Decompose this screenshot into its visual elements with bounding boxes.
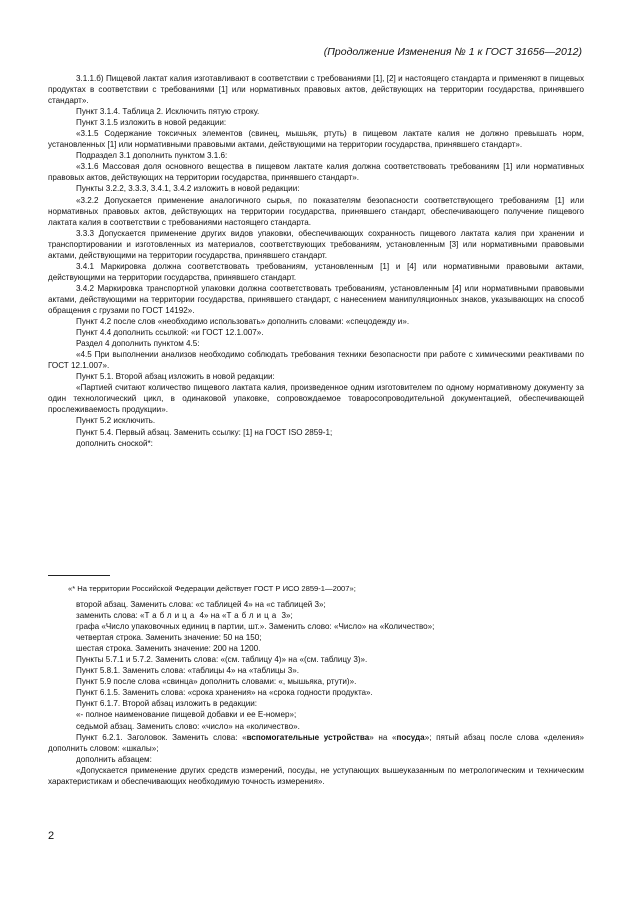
footnote-divider [48, 575, 110, 576]
footnote-text: «* На территории Российской Федерации действует ГОСТ Р ИСО 2859-1—2007»; [68, 584, 356, 593]
continued-text [48, 599, 584, 787]
paragraph [48, 732, 584, 754]
paragraph: «3.1.5 Содержание токсичных элементов (свинец, мышьяк, ртуть) в пищевом лактате калия не должно превышать норм, установленных [1] или нормативными правовыми актами, действующими на территории государства, принявшего стандарт». [48, 129, 584, 150]
text-run: заменить слова: « [76, 611, 145, 621]
paragraph: 3.4.2 Маркировка транспортной упаковки должна соответствовать требованиям, установленным [4] или нормативными правовыми актами, действующими на территории государства, принявшего стандарт, с нанесением манипуляционных знаков, указывающих на способ обращения с грузами по ГОСТ 14192». [48, 283, 584, 315]
text-run: 3»; [279, 611, 293, 621]
paragraph: Раздел 4 дополнить пунктом 4.5: [76, 339, 200, 349]
paragraph: второй абзац. Заменить слова: «с таблицей 4» на «с таблицей 3»; [76, 600, 326, 609]
paragraph: «3.1.6 Массовая доля основного вещества в пищевом лактате калия должна соответствовать требованиям [1] или нормативных правовых актов, действующих на территории государства, принявшего стандарт». [48, 162, 584, 183]
paragraph: 3.1.1.б) Пищевой лактат калия изготавливают в соответствии с требованиями [1], [2] и настоящего стандарта и применяют в пищевых продуктах в соответствии с требованиями [1] или нормативных правовых актов, действующих на территории государства, принявшего стандарт». [48, 74, 584, 106]
paragraph: Пункт 6.1.5. Заменить слова: «срока хранения» на «срока годности продукта». [76, 688, 373, 698]
paragraph: Пункты 3.2.2, 3.3.3, 3.4.1, 3.4.2 изложить в новой редакции: [76, 184, 300, 194]
paragraph: «Допускается применение других средств измерений, посуды, не уступающих вышеуказанным по метрологическим и техническим характеристикам и обеспечивающих необходимую точность измерения». [48, 765, 584, 786]
paragraph: Пункт 3.1.4. Таблица 2. Исключить пятую строку. [76, 107, 260, 117]
main-text [48, 73, 584, 449]
paragraph: шестая строка. Заменить значение: 200 на 1200. [76, 644, 261, 654]
paragraph: Подраздел 3.1 дополнить пунктом 3.1.6: [76, 151, 228, 161]
paragraph [48, 610, 584, 621]
text-run: »; пятый абзац после слова «деления» дополнить словом: «шкалы»; [48, 732, 584, 753]
paragraph: дополнить сноской*: [76, 438, 153, 448]
paragraph: Пункт 5.8.1. Заменить слова: «таблицы 4» на «таблицы 3». [76, 666, 300, 676]
paragraph: Пункты 5.7.1 и 5.7.2. Заменить слова: «(см. таблицу 4)» на «(см. таблицу 3)». [76, 655, 368, 665]
bold-term: вспомогательные устройства [246, 732, 370, 742]
bold-term: посуда [396, 732, 425, 742]
paragraph: Пункт 4.2 после слов «необходимо использовать» дополнить словами: «спецодежду и». [76, 317, 410, 327]
paragraph: Пункт 5.4. Первый абзац. Заменить ссылку: [1] на ГОСТ ISO 2859-1; [76, 427, 333, 437]
paragraph: Пункт 3.1.5 изложить в новой редакции: [76, 118, 227, 128]
paragraph: Пункт 5.9 после слова «свинца» дополнить словами: «, мышьяка, ртути)». [76, 677, 357, 687]
spaced-word: Таблица [226, 611, 280, 621]
paragraph: четвертая строка. Заменить значение: 50 на 150; [76, 633, 262, 643]
page-number: 2 [48, 830, 55, 842]
paragraph: Пункт 4.4 дополнить ссылкой: «и ГОСТ 12.1.007». [76, 328, 264, 338]
text-run: » на « [369, 732, 397, 742]
text-run: Пункт 6.2.1. Заголовок. Заменить слова: « [76, 732, 247, 742]
footnote [48, 583, 584, 594]
paragraph: «Партией считают количество пищевого лактата калия, произведенное одним изготовителем по одному нормативному документу за один технологический цикл, в одинаковой упаковке, сопровождаемое товаросопроводительной документацией, обеспечивающей прослеживаемость продукции». [48, 383, 584, 415]
paragraph: Пункт 5.2 исключить. [76, 416, 156, 426]
paragraph: графа «Число упаковочных единиц в партии, шт.». Заменить слово: «Число» на «Количество»; [76, 622, 435, 632]
spaced-word: Таблица [144, 611, 198, 621]
running-header: (Продолжение Изменения № 1 к ГОСТ 31656—2012) [323, 46, 582, 58]
paragraph: «- полное наименование пищевой добавки и ее Е-номер»; [76, 710, 297, 720]
paragraph: «3.2.2 Допускается применение аналогичного сырья, по показателям безопасности соответствующего требованиям [1] или нормативных правовых актов, действующих на территории государства, принявшего стандарт, обеспечивающего получение пищевого лактата калия в соответствии с требованиями настоящего стандарта. [48, 195, 584, 227]
paragraph: 3.4.1 Маркировка должна соответствовать требованиям, установленным [1] и [4] или нормативными правовыми актами, действующими на территории государства, принявшего стандарт. [48, 261, 584, 282]
paragraph: дополнить абзацем: [76, 754, 152, 764]
paragraph: Пункт 5.1. Второй абзац изложить в новой редакции: [76, 372, 275, 382]
paragraph: 3.3.3 Допускается применение других видов упаковки, обеспечивающих сохранность пищевого лактата калия при хранении и транспортировании и изготовленных из материалов, соответствующих требованиям, установленным [3] или нормативными правовыми актами, действующими на территории государства, принявшего стандарт. [48, 228, 584, 260]
paragraph: Пункт 6.1.7. Второй абзац изложить в редакции: [76, 699, 258, 709]
text-run: 4» на « [197, 611, 227, 621]
paragraph: седьмой абзац. Заменить слово: «число» на «количество». [76, 721, 300, 731]
paragraph: «4.5 При выполнении анализов необходимо соблюдать требования техники безопасности при работе с химическими реактивами по ГОСТ 12.1.007». [48, 350, 584, 371]
